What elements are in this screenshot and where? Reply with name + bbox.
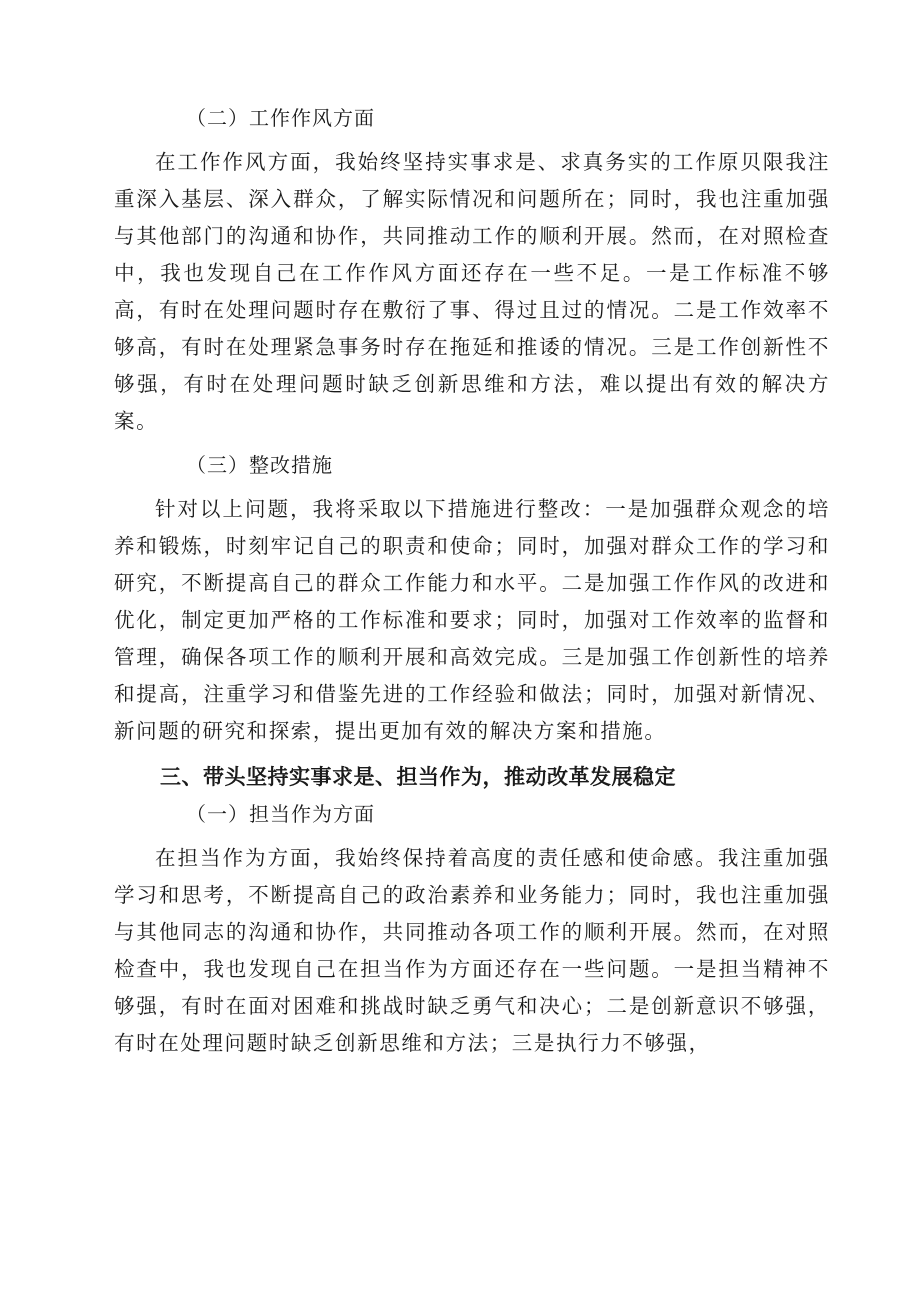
- section-three-heading: 三、带头坚持实事求是、担当作为，推动改革发展稳定: [160, 765, 676, 789]
- document-content: [114, 100, 830, 1062]
- work-style-paragraph: 在工作作风方面，我始终坚持实事求是、求真务实的工作原贝限我注重深入基层、深入群众，了解实际情况和问题所在；同时，我也注重加强与其他部门的沟通和协作，共同推动工作的顺利开展。然而，在对照检查中，我也发现自己在工作作风方面还存在一些不足。一是工作标准不够高，有时在处理问题时存在敷衍了事、得过且过的情况。二是工作效率不够高，有时在处理紧急事务时存在拖延和推诿的情况。三是工作创新性不够强，有时在处理问题时缺乏创新思维和方法，难以提出有效的解决方案。: [114, 150, 830, 433]
- rectification-paragraph: 针对以上问题，我将采取以下措施进行整改：一是加强群众观念的培养和锻炼，时刻牢记自己的职责和使命；同时，加强对群众工作的学习和研究，不断提高自己的群众工作能力和水平。二是加强工作作风的改进和优化，制定更加严格的工作标准和要求；同时，加强对工作效率的监督和管理，确保各项工作的顺利开展和高效完成。三是加强工作创新性的培养和提高，注重学习和借鉴先进的工作经验和做法；同时，加强对新情况、新问题的研究和探索，提出更加有效的解决方案和措施。: [114, 497, 830, 743]
- rectification-heading: （三）整改措施: [186, 453, 333, 477]
- responsibility-paragraph: 在担当作为方面，我始终保持着高度的责任感和使命感。我注重加强学习和思考，不断提高自己的政治素养和业务能力；同时，我也注重加强与其他同志的沟通和协作，共同推动各项工作的顺利开展。然而，在对照检查中，我也发现自己在担当作为方面还存在一些问题。一是担当精神不够强，有时在面对困难和挑战时缺乏勇气和决心；二是创新意识不够强，有时在处理问题时缺乏创新思维和方法；三是执行力不够强，: [114, 846, 830, 1055]
- work-style-heading: （二）工作作风方面: [186, 106, 375, 130]
- responsibility-heading: （一）担当作为方面: [186, 802, 375, 826]
